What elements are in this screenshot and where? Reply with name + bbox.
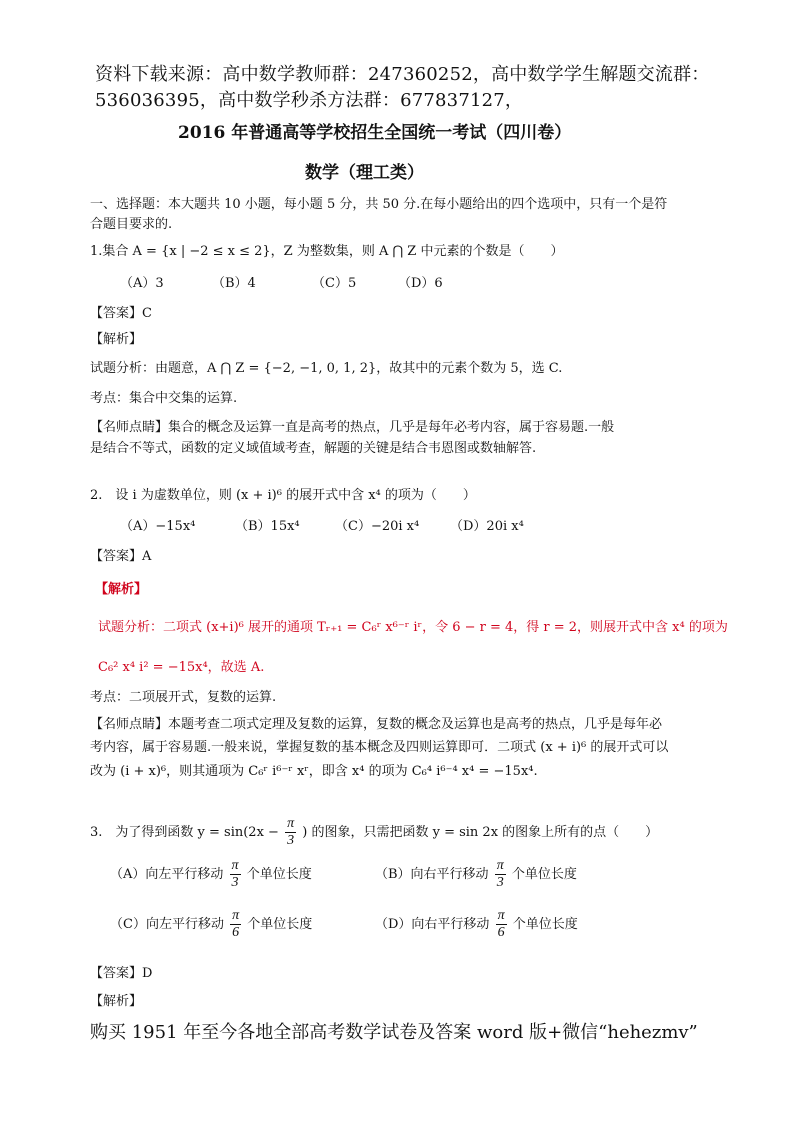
q1-option-a: （A）3	[120, 276, 164, 291]
q2-analysis-label: 【解析】	[95, 582, 148, 597]
q2-stem: 2. 设 i 为虚数单位，则 (x + i)⁶ 的展开式中含 x⁴ 的项为（ ）	[90, 488, 476, 503]
q3-option-d-text: （D）向右平行移动	[375, 917, 490, 932]
q2-option-a: （A）−15x⁴	[120, 519, 196, 534]
q3-option-b-unit: 个单位长度	[511, 867, 577, 882]
q1-answer: 【答案】C	[90, 306, 152, 321]
q3-option-a	[110, 858, 312, 891]
q1-stem: 1.集合 A = {x | −2 ≤ x ≤ 2}，Z 为整数集，则 A ⋂ Z 中元素的个数是（ ）	[90, 244, 564, 259]
section-intro-line-1: 一、选择题：本大题共 10 小题，每小题 5 分，共 50 分.在每小题给出的四个选项中，只有一个是符	[90, 197, 668, 212]
q3-option-b-text: （B）向右平行移动	[375, 867, 489, 882]
q3-stem-suffix: ) 的图象，只需把函数 y = sin 2x 的图象上所有的点（ ）	[302, 825, 659, 840]
q2-analysis-line-2	[98, 656, 264, 675]
q2-topic: 考点：二项展开式，复数的运算.	[90, 690, 277, 705]
q3-option-a-denominator: 3	[231, 875, 239, 890]
q2-comment-line-1: 【名师点睛】本题考查二项式定理及复数的运算，复数的概念及运算也是高考的热点，几乎是每年必	[90, 717, 663, 732]
q3-option-c-text: （C）向左平行移动	[110, 917, 224, 932]
q1-analysis-label: 【解析】	[90, 332, 143, 347]
q3-option-c-numerator: π	[232, 908, 240, 923]
q3-fraction-denominator: 3	[287, 833, 295, 848]
q3-option-d-numerator: π	[497, 908, 505, 923]
q3-option-c-denominator: 6	[232, 925, 240, 940]
q3-option-c	[110, 908, 312, 941]
q3-option-b-fraction	[495, 858, 506, 891]
exam-subtitle: 数学（理工类）	[305, 163, 424, 183]
q3-option-b	[375, 858, 577, 891]
q2-option-d: （D）20i x⁴	[450, 519, 524, 534]
q3-fraction-numerator: π	[287, 816, 295, 831]
q3-option-a-numerator: π	[231, 858, 239, 873]
banner-line-1: 资料下载来源：高中数学教师群：247360252，高中数学学生解题交流群：	[95, 64, 710, 85]
q2-analysis-line-1: 试题分析：二项式 (x+i)⁶ 展开的通项 Tᵣ₊₁ = C₆ʳ x⁶⁻ʳ iʳ，令 6 − r = 4，得 r = 2，则展开式中含 x⁴ 的项为	[98, 620, 728, 635]
q1-comment-line-1: 【名师点睛】集合的概念及运算一直是高考的热点，几乎是每年必考内容，属于容易题.一般	[90, 420, 615, 435]
q1-comment-line-2: 是结合不等式，函数的定义域值域考查，解题的关键是结合韦恩图或数轴解答.	[90, 441, 537, 456]
q3-option-d-denominator: 6	[497, 925, 505, 940]
q1-option-c: （C）5	[312, 276, 357, 291]
q3-option-b-denominator: 3	[496, 875, 504, 890]
q1-topic: 考点：集合中交集的运算.	[90, 391, 238, 406]
q1-option-d: （D）6	[398, 276, 443, 291]
q3-option-d-unit: 个单位长度	[512, 917, 578, 932]
q1-option-b: （B）4	[212, 276, 256, 291]
q1-analysis: 试题分析：由题意，A ⋂ Z = {−2, −1, 0, 1, 2}，故其中的元素个数为 5，选 C.	[90, 361, 563, 376]
q2-option-c: （C）−20i x⁴	[335, 519, 420, 534]
q3-analysis-label: 【解析】	[90, 994, 143, 1009]
q3-answer: 【答案】D	[90, 966, 153, 981]
q3-stem	[90, 816, 658, 849]
footer-note: 购买 1951 年至今各地全部高考数学试卷及答案 word 版+微信“hehezmv”	[90, 1022, 698, 1043]
q3-option-a-text: （A）向左平行移动	[110, 867, 224, 882]
section-intro-line-2: 合题目要求的.	[90, 217, 173, 232]
q2-answer: 【答案】A	[90, 549, 152, 564]
banner-line-2: 536036395，高中数学秒杀方法群：677837127，	[95, 90, 524, 111]
exam-title: 2016 年普通高等学校招生全国统一考试（四川卷）	[178, 123, 572, 143]
q3-option-d	[375, 908, 578, 941]
q3-option-b-numerator: π	[496, 858, 504, 873]
q3-option-a-unit: 个单位长度	[246, 867, 312, 882]
q2-analysis-text: C₆² x⁴ i² = −15x⁴，故选 A.	[98, 660, 265, 675]
q3-fraction-pi-over-3	[285, 816, 296, 849]
q2-comment-line-2: 考内容，属于容易题.一般来说，掌握复数的基本概念及四则运算即可．二项式 (x + i)⁶ 的展开式可以	[90, 740, 669, 755]
q2-comment-line-3: 改为 (i + x)⁶，则其通项为 C₆ʳ i⁶⁻ʳ xʳ，即含 x⁴ 的项为 C₆⁴ i⁶⁻⁴ x⁴ = −15x⁴.	[90, 764, 538, 779]
q3-stem-prefix: 3. 为了得到函数 y = sin(2x −	[90, 825, 279, 840]
q3-option-c-fraction	[230, 908, 241, 941]
q3-option-c-unit: 个单位长度	[247, 917, 313, 932]
q2-option-b: （B）15x⁴	[235, 519, 300, 534]
q3-option-a-fraction	[230, 858, 241, 891]
q3-option-d-fraction	[496, 908, 507, 941]
